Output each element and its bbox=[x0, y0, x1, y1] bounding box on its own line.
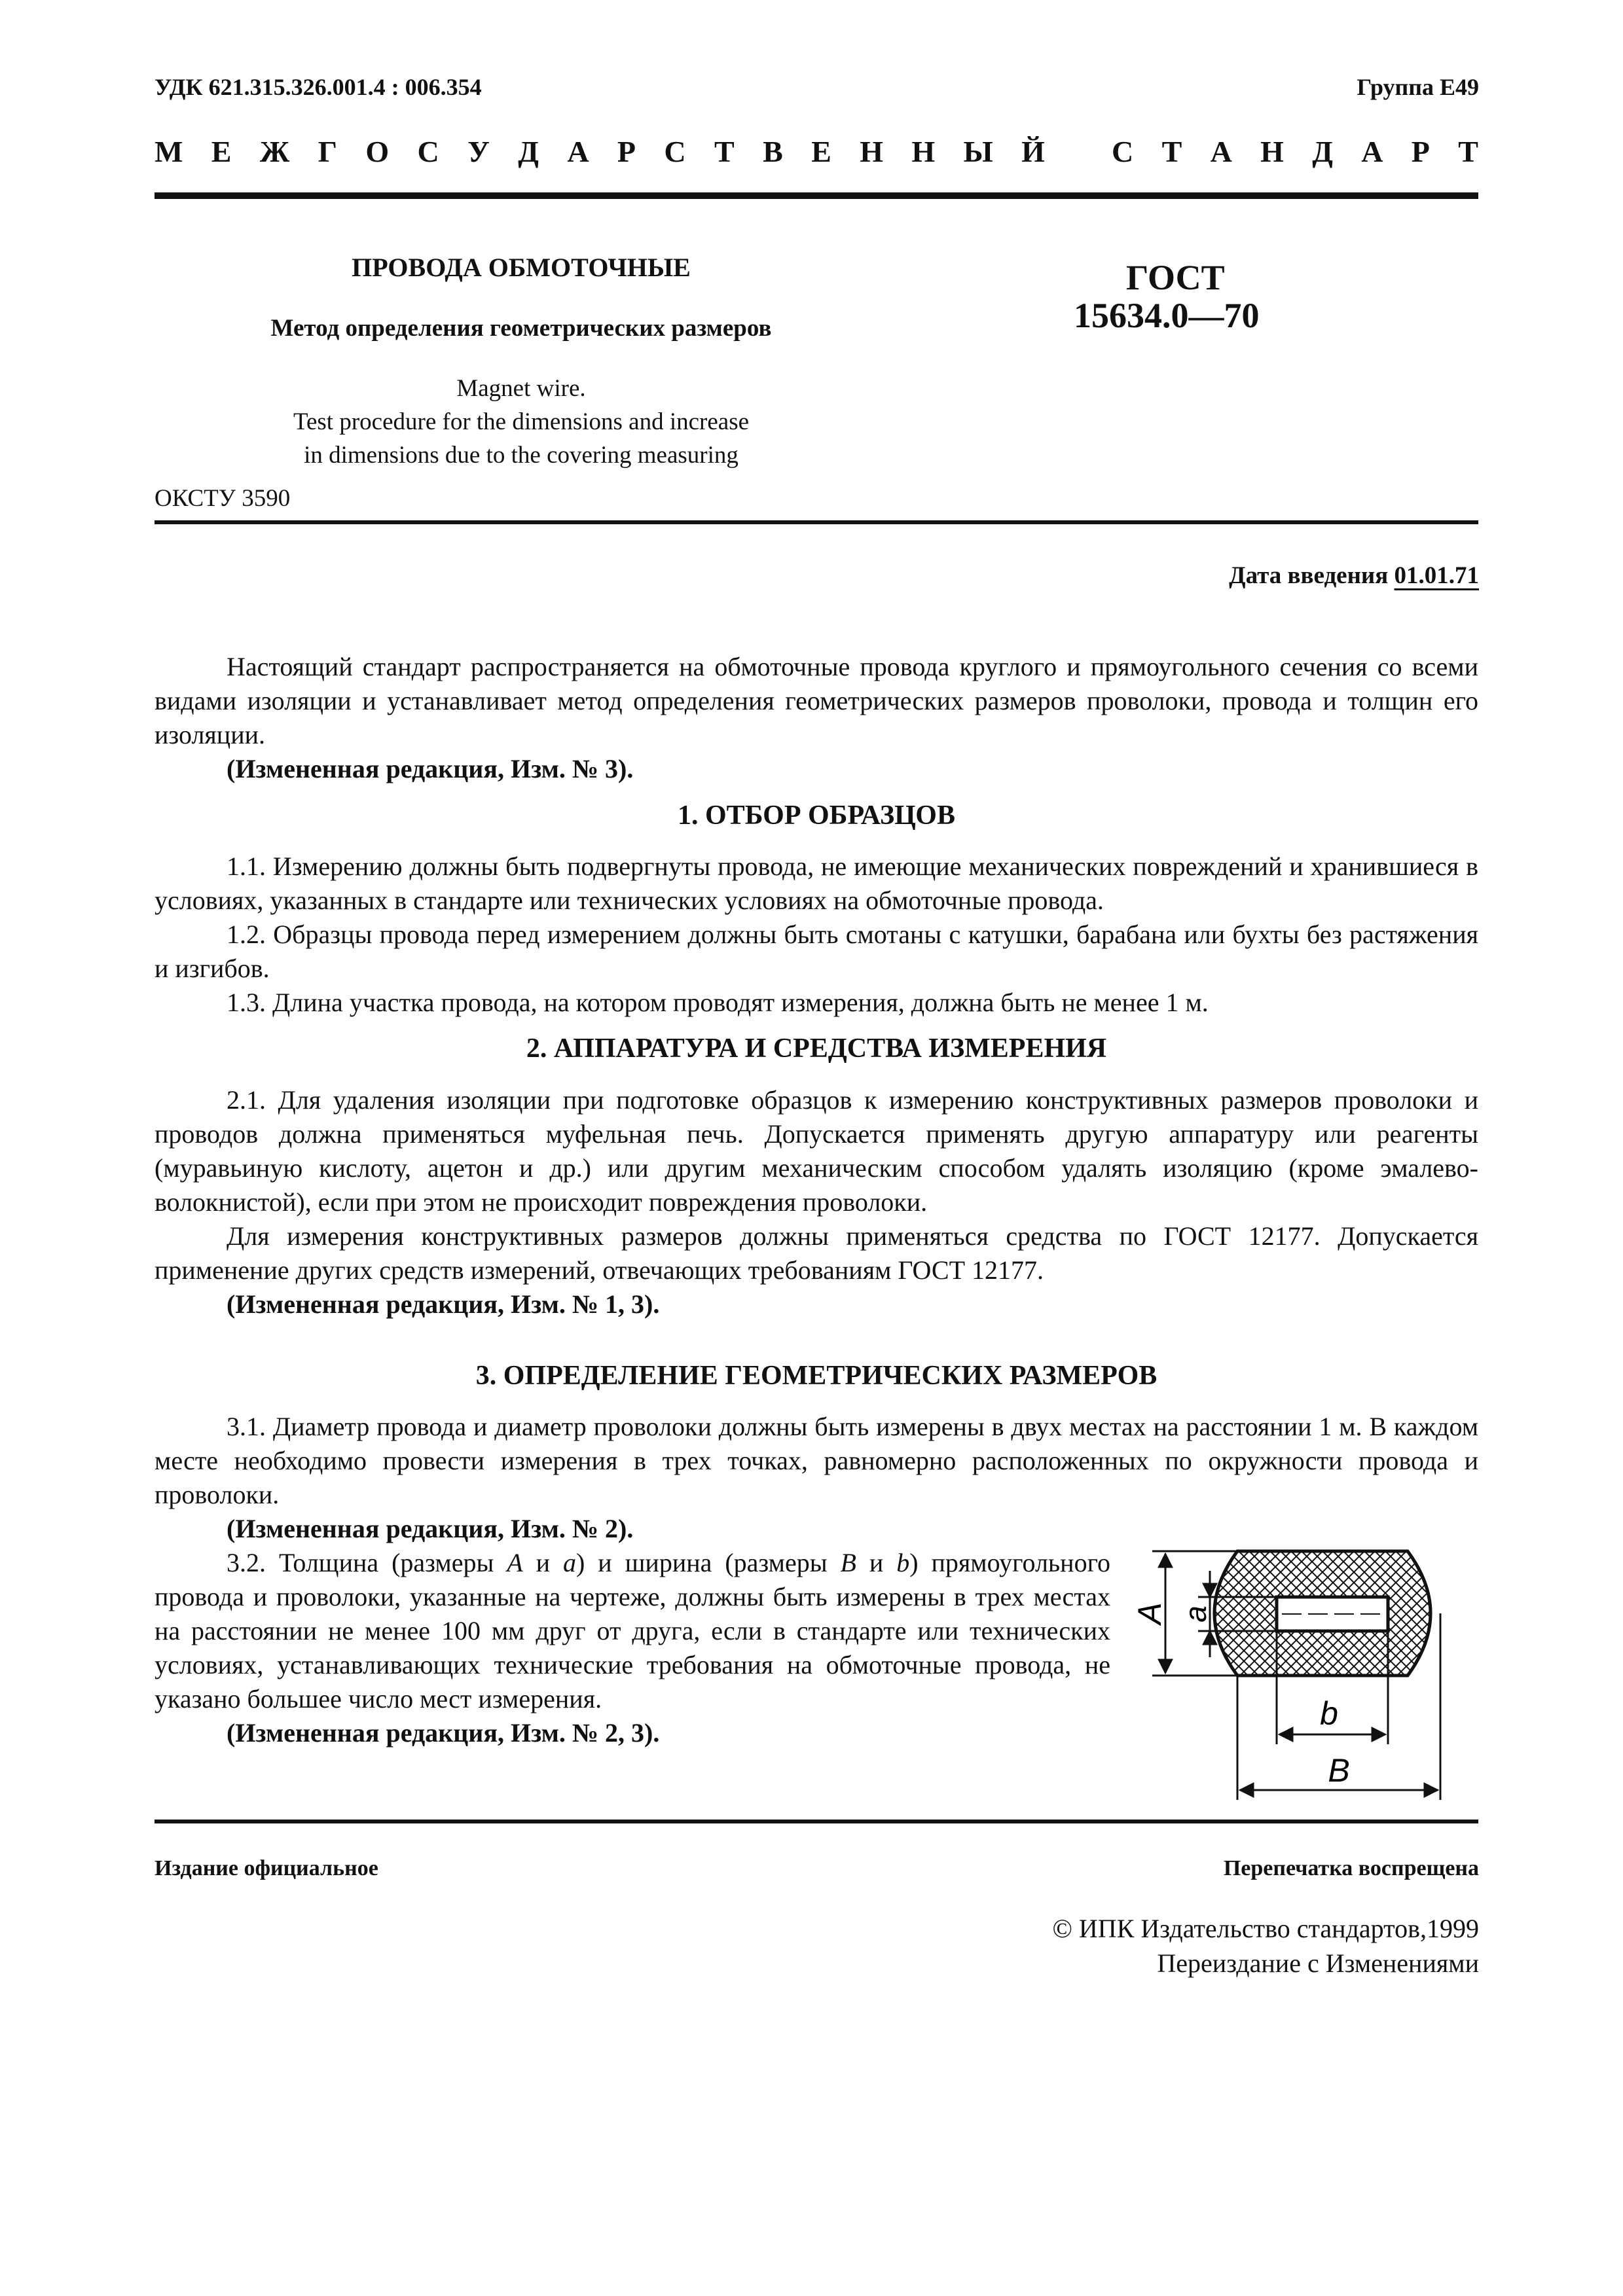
banner-letter: С bbox=[1112, 135, 1134, 168]
section-3-revision-2: (Измененная редакция, Изм. № 2, 3). bbox=[227, 1718, 660, 1748]
intro-section bbox=[155, 650, 1478, 786]
section-2-title: 2. АППАРАТУРА И СРЕДСТВА ИЗМЕРЕНИЯ bbox=[526, 1033, 1107, 1064]
section-3-revision-1: (Измененная редакция, Изм. № 2). bbox=[227, 1514, 634, 1543]
footer-rule bbox=[155, 1820, 1478, 1823]
paragraph-1-2: 1.2. Образцы провода перед измерением должны быть смотаны с катушки, барабана или бухты без растяжения и изгибов. bbox=[155, 920, 1478, 983]
section-2-revision: (Измененная редакция, Изм. № 1, 3). bbox=[227, 1289, 660, 1319]
document-subtitle: Метод определения геометрических размеров bbox=[270, 315, 772, 342]
section-2-body bbox=[155, 1083, 1478, 1321]
group-code: Группа Е49 bbox=[1357, 74, 1479, 100]
banner-letter: С bbox=[664, 135, 686, 168]
paragraph-3-2 bbox=[155, 1546, 1110, 1716]
banner-letter: Ж bbox=[259, 135, 290, 168]
label-a: a bbox=[1178, 1605, 1213, 1623]
banner-letter: Н bbox=[860, 135, 883, 168]
gost-label: ГОСТ bbox=[1126, 258, 1225, 297]
text-run: 3.2. Толщина (размеры bbox=[227, 1548, 507, 1577]
effective-date bbox=[1229, 562, 1479, 590]
section-1-body bbox=[155, 850, 1478, 1020]
copyright-line: © ИПК Издательство стандартов,1999 bbox=[1052, 1914, 1479, 1943]
english-title bbox=[155, 372, 888, 472]
intro-paragraph: Настоящий стандарт распространяется на обмоточные провода круглого и прямоугольного сечения со всеми видами изоляции и устанавливает метод определения геометрических размеров проволоки, провода и толщин его изоляции. bbox=[155, 652, 1478, 749]
label-B: B bbox=[1328, 1752, 1350, 1789]
reissue-line: Переиздание с Изменениями bbox=[1157, 1948, 1479, 1978]
text-run: ) прямоугольного провода и проволоки, указанные на чертеже, должны быть измерены в трех местах на расстоянии не менее 100 мм друг от друга, если в стандарте или технических условиях, устанавливающих технические требования на обмоточные провода, не указано большее число мест измерения. bbox=[155, 1548, 1110, 1713]
banner-letter: Г bbox=[318, 135, 337, 168]
section-3-body-top bbox=[155, 1410, 1478, 1512]
english-title-line: in dimensions due to the covering measuring bbox=[304, 442, 739, 469]
udk-code: УДК 621.315.326.001.4 : 006.354 bbox=[155, 74, 482, 100]
banner-letter: М bbox=[155, 135, 183, 168]
label-b: b bbox=[1320, 1695, 1338, 1732]
section-3-body-narrow bbox=[155, 1512, 1110, 1750]
effective-date-value: 01.01.71 bbox=[1394, 562, 1479, 589]
paragraph-2-2: Для измерения конструктивных размеров должны применяться средства по ГОСТ 12177. Допускается применение других средств измерений, отвечающих требованиям ГОСТ 12177. bbox=[155, 1221, 1478, 1285]
banner-letter: В bbox=[763, 135, 783, 168]
copyright-block bbox=[1053, 1911, 1479, 1981]
banner-letter: Д bbox=[1312, 135, 1333, 168]
title-rule bbox=[155, 520, 1478, 524]
section-3-title: 3. ОПРЕДЕЛЕНИЕ ГЕОМЕТРИЧЕСКИХ РАЗМЕРОВ bbox=[475, 1361, 1158, 1391]
english-title-line: Test procedure for the dimensions and increase bbox=[293, 408, 750, 435]
banner-letter: У bbox=[467, 135, 490, 168]
wire-cross-section-figure bbox=[1113, 1499, 1480, 1806]
paragraph-3-1: 3.1. Диаметр провода и диаметр проволоки должны быть измерены в двух местах на расстоянии 1 м. В каждом месте необходимо провести измерения в трех точках, равномерно расположенных по окружности провода и проволоки. bbox=[155, 1412, 1478, 1509]
symbol-A: A bbox=[507, 1548, 523, 1577]
banner-letter: Е bbox=[811, 135, 831, 168]
banner-word-2 bbox=[1112, 134, 1478, 169]
symbol-b: b bbox=[896, 1548, 910, 1577]
text-run: и bbox=[856, 1548, 897, 1577]
symbol-B: B bbox=[840, 1548, 856, 1577]
intro-revision: (Измененная редакция, Изм. № 3). bbox=[227, 754, 634, 783]
effective-date-label: Дата введения bbox=[1229, 562, 1389, 589]
paragraph-1-1: 1.1. Измерению должны быть подвергнуты провода, не имеющие механических повреждений и хранившиеся в условиях, указанных в стандарте или технических условиях на обмоточные провода. bbox=[155, 852, 1478, 915]
paragraph-1-3: 1.3. Длина участка провода, на котором проводят измерения, должна быть не менее 1 м. bbox=[227, 988, 1209, 1017]
english-title-line: Magnet wire. bbox=[456, 375, 586, 402]
banner-letter: Н bbox=[911, 135, 936, 168]
banner-letter: С bbox=[417, 135, 439, 168]
text-run: ) и ширина (размеры bbox=[576, 1548, 841, 1577]
banner-letter: Т bbox=[1458, 135, 1478, 168]
gost-number bbox=[1074, 259, 1260, 334]
symbol-a: a bbox=[563, 1548, 577, 1577]
banner-letter: Р bbox=[1411, 135, 1430, 168]
official-edition-note: Издание официальное bbox=[155, 1856, 378, 1880]
reprint-prohibited-note: Перепечатка воспрещена bbox=[1223, 1856, 1479, 1880]
gost-code: 15634.0—70 bbox=[1074, 296, 1260, 335]
paragraph-2-1: 2.1. Для удаления изоляции при подготовке образцов к измерению конструктивных размеров проволоки и проводов должна применяться муфельная печь. Допускается применять другую аппаратуру или реагенты (муравьиную кислоту, ацетон и др.) или другим механическим способом удалять изоляцию (кроме эмалево-волокнистой), если при этом не происходит повреждения проволоки. bbox=[155, 1085, 1478, 1217]
banner-letter: Ы bbox=[963, 135, 993, 168]
banner-word-1 bbox=[155, 134, 1045, 169]
banner-letter: Р bbox=[617, 135, 636, 168]
banner-letter: Й bbox=[1021, 135, 1045, 168]
document-title: ПРОВОДА ОБМОТОЧНЫЕ bbox=[352, 253, 691, 282]
banner-letter: О bbox=[365, 135, 390, 168]
standard-banner bbox=[155, 134, 1478, 169]
banner-letter: Т bbox=[1161, 135, 1182, 168]
banner-letter: Т bbox=[714, 135, 735, 168]
banner-letter: Д bbox=[518, 135, 539, 168]
banner-letter: Е bbox=[211, 135, 232, 168]
banner-letter: А bbox=[1210, 135, 1232, 168]
header-rule bbox=[155, 192, 1478, 199]
banner-letter: А bbox=[1361, 135, 1383, 168]
text-run: и bbox=[522, 1548, 564, 1577]
banner-letter: Н bbox=[1260, 135, 1284, 168]
okstu-code: ОКСТУ 3590 bbox=[155, 485, 291, 512]
section-1-title: 1. ОТБОР ОБРАЗЦОВ bbox=[678, 800, 955, 831]
label-A: A bbox=[1131, 1602, 1168, 1624]
banner-letter: А bbox=[567, 135, 589, 168]
